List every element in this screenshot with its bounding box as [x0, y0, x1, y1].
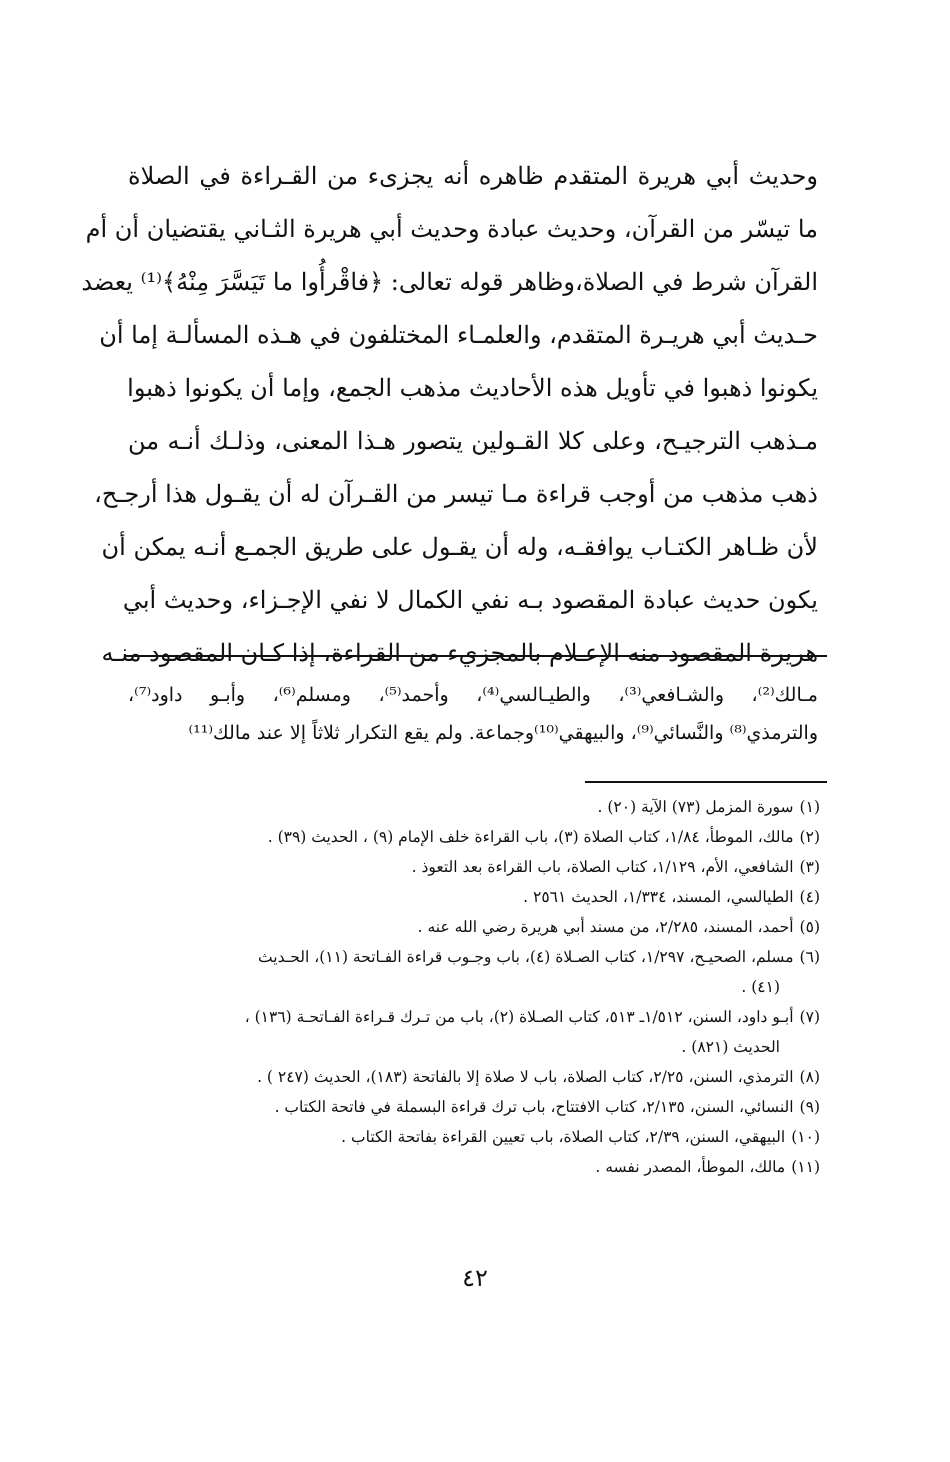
footnote-text: البيهقي، السنن، ٢/٣٩، كتاب الصلاة، باب تعيين القراءة بفاتحة الكتاب . — [341, 1128, 786, 1146]
footnote-item — [120, 942, 820, 972]
footnote-number: (١٠) — [791, 1128, 820, 1146]
footnote-number: (٢) — [799, 828, 820, 846]
footnote-number: (٨) — [799, 1068, 820, 1086]
footnote-item — [120, 792, 820, 822]
previous-footnote-continuation — [128, 676, 818, 752]
body-line: يكونوا ذهبوا في تأويل هذه الأحاديث مذهب الجمع، وإما أن يكونوا ذهبوا — [127, 374, 818, 402]
body-line: مـذهب الترجيـح، وعلى كلا القـولين يتصور هـذا المعنى، وذلـك أنـه من — [128, 427, 818, 455]
continuation-line: والترمذي⁽⁸⁾ والنَّسائي⁽⁹⁾، والبيهقي⁽¹⁰⁾وجماعة. ولم يقع التكرار ثلاثاً إلا عند مالك⁽¹¹⁾ — [188, 722, 818, 744]
footnote-number: (٤) — [799, 888, 820, 906]
continuation-line: مـالك⁽²⁾، والشـافعي⁽³⁾، والطيـالسي⁽⁴⁾، وأحمد⁽⁵⁾، ومسلم⁽⁶⁾، وأبـو داود⁽⁷⁾، — [128, 684, 818, 706]
footnote-continuation: (٤١) . — [741, 978, 780, 996]
footnotes-section — [120, 792, 820, 1182]
body-line: يكون حديث عبادة المقصود بـه نفي الكمال لا نفي الإجـزاء، وحديث أبي — [122, 586, 818, 614]
footnote-item — [120, 1002, 820, 1032]
footnote-text: مالك، الموطأ، المصدر نفسه . — [595, 1158, 786, 1176]
body-divider — [125, 655, 827, 657]
footnote-item — [120, 822, 820, 852]
footnote-item — [120, 852, 820, 882]
main-body-text — [81, 150, 819, 680]
footnote-text: أحمد، المسند، ٢/٢٨٥، من مسند أبي هريرة رضي الله عنه . — [417, 918, 794, 936]
footnote-text: الشافعي، الأم، ١/١٢٩، كتاب الصلاة، باب القراءة بعد التعوذ . — [411, 858, 794, 876]
body-line: وحديث أبي هريرة المتقدم ظاهره أنه يجزىء من القـراءة في الصلاة — [128, 162, 819, 190]
footnote-number: (١) — [799, 798, 820, 816]
footnote-item — [120, 912, 820, 942]
footnote-text: مسلم، الصحيـح، ١/٢٩٧، كتاب الصـلاة (٤)، باب وجـوب قراءة الفـاتحة (١١)، الحـديث — [258, 948, 794, 966]
footnote-text: الترمذي، السنن، ٢/٢٥، كتاب الصلاة، باب لا صلاة إلا بالفاتحة (١٨٣)، الحديث (٢٤٧ ) . — [257, 1068, 794, 1086]
page-number: ٤٢ — [462, 1264, 488, 1292]
footnote-number: (٣) — [799, 858, 820, 876]
body-line: حـديث أبي هريـرة المتقدم، والعلمـاء المختلفون في هـذه المسألـة إما أن — [99, 321, 818, 349]
footnote-continuation: الحديث (٨٢١) . — [681, 1038, 780, 1056]
footnote-text: النسائي، السنن، ٢/١٣٥، كتاب الافتتاح، باب ترك قراءة البسملة في فاتحة الكتاب . — [274, 1098, 794, 1116]
footnote-text: الطيالسي، المسند، ١/٣٣٤، الحديث ٢٥٦١ . — [523, 888, 794, 906]
footnote-text: سورة المزمل (٧٣) الآية (٢٠) . — [597, 798, 794, 816]
footnote-number: (٩) — [799, 1098, 820, 1116]
body-line: ذهب مذهب من أوجب قراءة مـا تيسر من القـرآن له أن يقـول هذا أرجـح، — [94, 480, 818, 508]
footnote-item — [120, 1092, 820, 1122]
footnote-number: (١١) — [791, 1158, 820, 1176]
footnote-number: (٥) — [799, 918, 820, 936]
footnote-item — [120, 1062, 820, 1092]
footnote-number: (٧) — [799, 1008, 820, 1026]
footnote-divider — [585, 781, 827, 783]
footnote-item — [120, 1122, 820, 1152]
footnote-text: أبـو داود، السنن، ١/٥١٢ـ ٥١٣، كتاب الصـلاة (٢)، باب من تـرك قـراءة الفـاتحـة (١٣٦) ، — [244, 1008, 794, 1026]
body-line: القرآن شرط في الصلاة،وظاهر قوله تعالى: ﴿فاقْرأُوا ما تَيَسَّرَ مِنْهُ﴾⁽¹⁾ يعضد — [81, 268, 818, 296]
body-line: لأن ظـاهر الكتـاب يوافقـه، وله أن يقـول على طريق الجمـع أنـه يمكن أن — [101, 533, 818, 561]
footnote-number: (٦) — [799, 948, 820, 966]
footnote-text: مالك، الموطأ، ١/٨٤، كتاب الصلاة (٣)، باب القراءة خلف الإمام (٩) ، الحديث (٣٩) . — [267, 828, 794, 846]
footnote-item — [120, 1152, 820, 1182]
footnote-item — [120, 882, 820, 912]
body-line: هريرة المقصود منه الإعـلام بالمجزيء من القراءة، إذا كـان المقصود منـه — [101, 639, 818, 667]
body-line: ما تيسّر من القرآن، وحديث عبادة وحديث أبي هريرة الثـاني يقتضيان أن أم — [85, 215, 818, 243]
